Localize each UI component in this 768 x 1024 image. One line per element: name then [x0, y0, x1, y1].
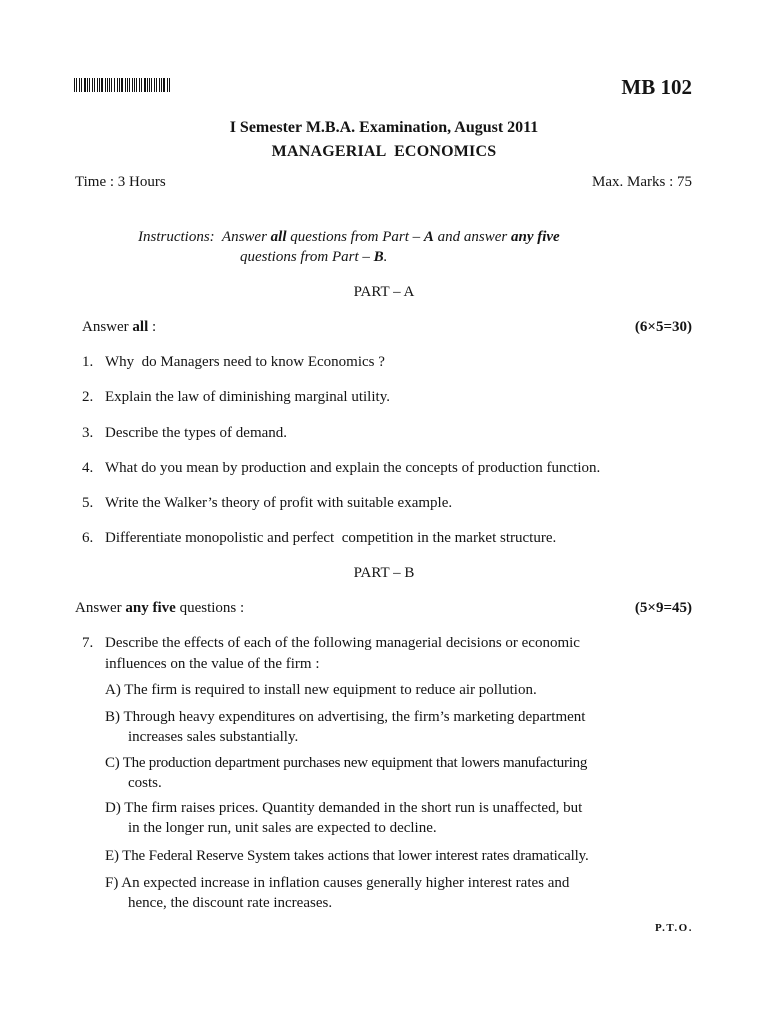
barcode-bar [139, 78, 140, 92]
instructions-line-1 [138, 227, 678, 247]
barcode-bar [105, 78, 106, 92]
instructions-emphasis: any five [510, 229, 560, 245]
barcode-bar [97, 78, 98, 92]
instructions-emphasis: A [423, 229, 434, 245]
question-number: 5. [82, 495, 94, 511]
barcode-bar [114, 78, 115, 92]
sub-question-text: E) The Federal Reserve System takes actions that lower interest rates dramatically. [105, 848, 589, 864]
barcode-bar [132, 78, 133, 92]
sub-question-text: in the longer run, unit sales are expected to decline. [128, 820, 437, 836]
part-a-heading: PART – A [353, 284, 415, 300]
barcode-bar [109, 78, 110, 92]
question-text: Explain the law of diminishing marginal utility. [105, 389, 390, 405]
instructions-label: Instructions: [138, 229, 215, 245]
barcode-bar [161, 78, 162, 92]
sub-question [105, 846, 665, 866]
barcode-bar [134, 78, 135, 92]
barcode-bar [84, 78, 86, 92]
barcode-bar [121, 78, 123, 92]
barcode-bar [92, 78, 93, 92]
barcode-bar [79, 78, 80, 92]
answer-text: Answer [82, 319, 133, 335]
sub-question-text: C) The production department purchases new equipment that lowers manufacturing [105, 755, 588, 771]
sub-question [105, 707, 665, 747]
instructions-line-2 [240, 247, 387, 267]
barcode [74, 78, 172, 92]
part-b-heading: PART – B [353, 565, 415, 581]
time-allowed: Time : 3 Hours [75, 174, 166, 190]
question [82, 493, 672, 513]
question-continuation: influences on the value of the firm : [105, 656, 320, 672]
sub-question-text: costs. [128, 775, 162, 791]
instructions-text: . [383, 249, 388, 265]
instructions-text: Answer [221, 229, 271, 245]
sub-question-text: hence, the discount rate increases. [128, 895, 333, 911]
barcode-bar [76, 78, 77, 92]
question-text: Differentiate monopolistic and perfect competition in the market structure. [105, 530, 557, 546]
sub-question [105, 798, 665, 838]
barcode-bar [167, 78, 168, 92]
barcode-bar [156, 78, 157, 92]
question [82, 458, 672, 478]
please-turn-over: P.T.O. [654, 922, 693, 934]
instructions-emphasis: B [373, 249, 384, 265]
paper-code: MB 102 [621, 75, 692, 99]
question-number: 4. [82, 460, 94, 476]
sub-question-text: F) An expected increase in inflation causes generally higher interest rates and [105, 875, 570, 891]
answer-emphasis: any five [125, 600, 176, 616]
question [82, 387, 672, 407]
barcode-bar [159, 78, 160, 92]
sub-question-text: A) The firm is required to install new equipment to reduce air pollution. [105, 682, 537, 698]
max-marks: Max. Marks : 75 [592, 174, 692, 190]
barcode-bar [107, 78, 108, 92]
barcode-bar [94, 78, 95, 92]
barcode-bar [125, 78, 126, 92]
barcode-bar [74, 78, 75, 92]
question [82, 352, 672, 372]
question-number: 1. [82, 354, 94, 370]
part-a-answer-instruction [82, 317, 156, 337]
question-number: 7. [82, 635, 94, 651]
barcode-bar [141, 78, 142, 92]
answer-text: : [148, 319, 157, 335]
barcode-bar [99, 78, 100, 92]
answer-text: questions : [175, 600, 245, 616]
question-text: Why do Managers need to know Economics ? [105, 354, 385, 370]
answer-emphasis: all [132, 319, 149, 335]
question [82, 528, 672, 548]
question-text: Describe the types of demand. [105, 425, 288, 441]
sub-question [105, 680, 665, 700]
part-b-marks-scheme: (5×9=45) [634, 600, 692, 616]
question [82, 633, 672, 653]
barcode-bar [119, 78, 120, 92]
barcode-bar [149, 78, 150, 92]
barcode-bar [154, 78, 155, 92]
sub-question-text: B) Through heavy expenditures on advertising, the firm’s marketing department [105, 709, 586, 725]
barcode-bar [129, 78, 130, 92]
question-number: 6. [82, 530, 94, 546]
barcode-bar [117, 78, 118, 92]
sub-question-text: increases sales substantially. [128, 729, 299, 745]
question-number: 3. [82, 425, 94, 441]
instructions-text: questions from Part – [286, 229, 424, 245]
barcode-bar [127, 78, 128, 92]
barcode-bar [147, 78, 148, 92]
barcode-bar [144, 78, 146, 92]
barcode-bar [89, 78, 90, 92]
subject-title: MANAGERIAL ECONOMICS [271, 143, 497, 160]
sub-question [105, 873, 665, 913]
barcode-bar [136, 78, 137, 92]
sub-question-text: D) The firm raises prices. Quantity demanded in the short run is unaffected, but [105, 800, 583, 816]
barcode-bar [163, 78, 165, 92]
part-a-marks-scheme: (6×5=30) [634, 319, 692, 335]
answer-text: Answer [75, 600, 126, 616]
question [82, 423, 672, 443]
instructions-emphasis: all [270, 229, 287, 245]
instructions-text: questions from Part – [240, 249, 374, 265]
barcode-bar [169, 78, 170, 92]
barcode-bar [101, 78, 103, 92]
part-b-answer-instruction [75, 598, 244, 618]
question-number: 2. [82, 389, 94, 405]
sub-question [105, 753, 665, 793]
question-text: Write the Walker’s theory of profit with suitable example. [105, 495, 453, 511]
instructions-text: and answer [433, 229, 511, 245]
question-text: What do you mean by production and explain the concepts of production function. [105, 460, 601, 476]
question-text: Describe the effects of each of the following managerial decisions or economic [105, 635, 580, 651]
barcode-bar [87, 78, 88, 92]
barcode-bar [81, 78, 82, 92]
barcode-bar [151, 78, 152, 92]
barcode-bar [111, 78, 112, 92]
exam-title: I Semester M.B.A. Examination, August 2011 [229, 119, 539, 136]
